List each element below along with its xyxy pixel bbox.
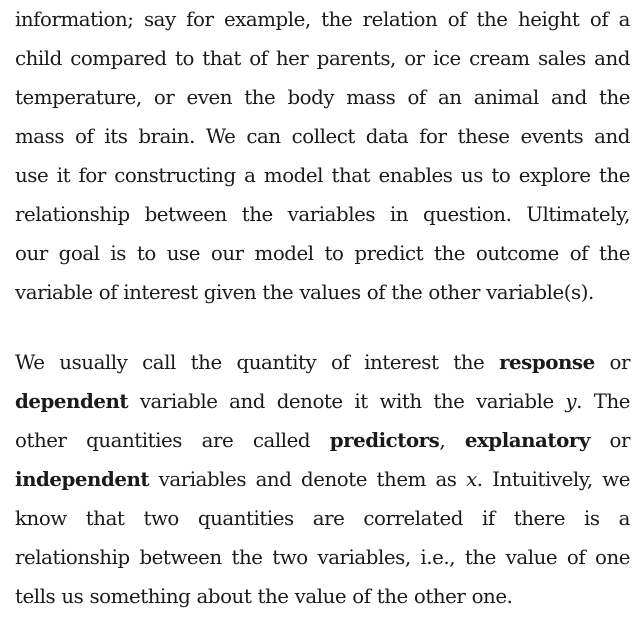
text-line [15, 343, 630, 382]
text-line: know that two quantities are correlated if there is a [15, 507, 630, 530]
term-predictors: predictors [329, 428, 440, 452]
text-run: , [439, 429, 465, 452]
document-page [15, 0, 630, 616]
text-line: child compared to that of her parents, or ice cream sales and [15, 47, 630, 70]
term-independent: independent [15, 467, 150, 491]
text-line: mass of its brain. We can collect data for these events and [15, 125, 630, 148]
text-run: or [594, 351, 631, 374]
math-variable-x: x [466, 468, 477, 491]
text-line: relationship between the two variables, i.e., the value of one [15, 546, 630, 569]
text-run: We usually call the quantity of interest the [15, 351, 500, 374]
text-run: or [589, 429, 630, 452]
text-line [15, 382, 630, 421]
text-run: . Intuitively, we [476, 468, 630, 491]
text-run: variables and denote them as [149, 468, 467, 491]
text-line: tells us something about the value of the other one. [15, 585, 513, 608]
text-line: temperature, or even the body mass of an animal and the [15, 86, 630, 109]
text-line: relationship between the variables in question. Ultimately, [15, 203, 630, 226]
paragraph-variable-definitions [15, 343, 630, 616]
text-run: variable and denote it with the variable [128, 390, 566, 413]
term-response: response [499, 350, 595, 374]
term-explanatory: explanatory [464, 428, 590, 452]
paragraph-correlation-examples [15, 0, 630, 312]
text-line: our goal is to use our model to predict the outcome of the [15, 242, 630, 265]
text-line: variable of interest given the values of the other variable(s). [15, 281, 594, 304]
term-dependent: dependent [15, 389, 129, 413]
text-line [15, 421, 630, 460]
text-line: information; say for example, the relation of the height of a [15, 8, 630, 31]
text-run: other quantities are called [15, 429, 330, 452]
text-line: use it for constructing a model that enables us to explore the [15, 164, 630, 187]
math-variable-y: y [565, 390, 577, 413]
text-run: . The [576, 390, 630, 413]
text-line [15, 460, 630, 499]
